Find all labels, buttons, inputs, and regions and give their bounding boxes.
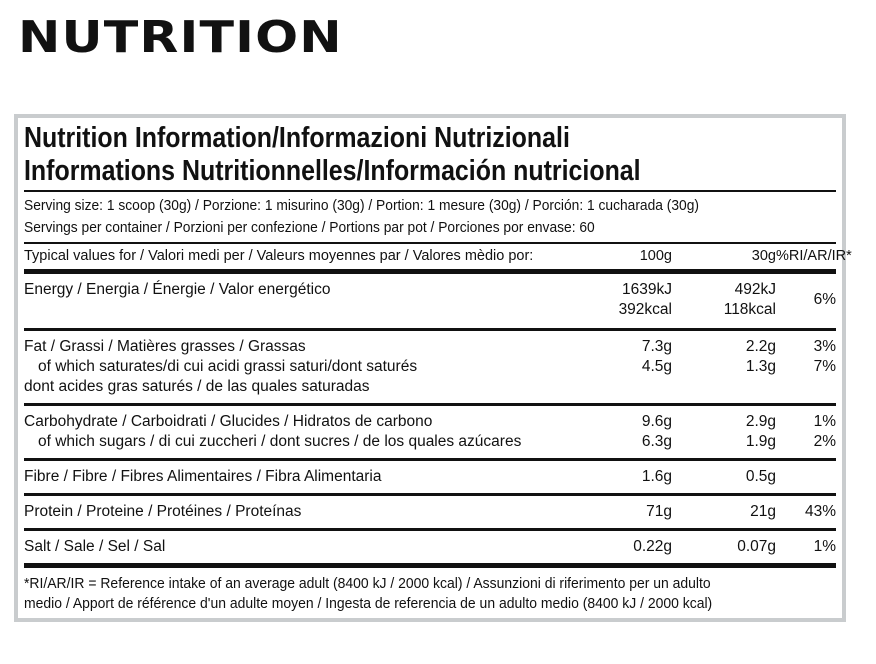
serving-info [24,195,836,239]
nutrition-panel-inner [24,122,852,614]
saturates-label-2: dont acides gras saturés / de las quales saturadas [24,378,370,395]
panel-title-line-2: Informations Nutritionnelles/Información nutricional [24,155,641,187]
carbohydrate-30g: 2.9g [745,413,776,430]
nutrition-panel [14,114,852,622]
table-row-sugars [24,432,836,452]
carbohydrate-label: Carbohydrate / Carboidrati / Glucides / Hidratos de carbono [24,413,433,430]
serving-size: Serving size: 1 scoop (30g) / Porzione: 1 misurino (30g) / Portion: 1 mesure (30g) / Porción: 1 cucharada (30g) [24,197,700,214]
header-30g: 30g [751,248,776,264]
salt-30g: 0.07g [737,538,776,555]
protein-label: Protein / Proteine / Protéines / Proteínas [24,503,302,520]
energy-30g [672,280,776,320]
energy-30g-kj: 492kJ [734,281,776,298]
energy-100g [590,280,672,320]
protein-ri: 43% [804,503,836,520]
saturates-100g: 4.5g [641,358,672,375]
panel-title [24,122,841,188]
header-ri: %RI/AR/IR* [776,248,852,264]
carbohydrate-ri: 1% [813,413,836,430]
table-row-fat [24,337,836,357]
energy-100g-kj: 1639kJ [622,281,672,298]
salt-label: Salt / Sale / Sel / Sal [24,538,166,555]
protein-30g: 21g [750,503,776,520]
table-section-carbs [24,406,836,458]
sugars-label: of which sugars / di cui zuccheri / dont sucres / de los quales azúcares [38,433,522,450]
sugars-ri: 2% [813,433,836,450]
table-row-energy [24,274,836,328]
fat-30g: 2.2g [745,338,776,355]
header-100g: 100g [639,248,672,264]
page-heading: NUTRITION [18,12,343,63]
saturates-ri: 7% [813,358,836,375]
fibre-30g: 0.5g [745,468,776,485]
salt-ri: 1% [813,538,836,555]
table-row-carbohydrate [24,412,836,432]
energy-30g-kcal: 118kcal [723,301,776,318]
energy-label: Energy / Energia / Énergie / Valor energético [24,281,331,298]
table-header [24,244,852,269]
table-row-fibre [24,461,836,493]
fat-ri: 3% [813,338,836,355]
fibre-label: Fibre / Fibre / Fibres Alimentaires / Fibra Alimentaria [24,468,382,485]
panel-title-line-1: Nutrition Information/Informazioni Nutrizionali [24,122,570,154]
fibre-100g: 1.6g [641,468,672,485]
servings-per-container: Servings per container / Porzioni per confezione / Portions par pot / Porciones por envase: 60 [24,219,595,236]
table-row-saturates [24,357,836,377]
table-row-saturates-cont [24,377,836,397]
energy-ri: 6% [813,291,836,308]
energy-100g-kcal: 392kcal [618,301,672,318]
saturates-label-1: of which saturates/di cui acidi grassi saturi/dont saturés [38,358,418,375]
table-row-protein [24,496,836,528]
footnote-line-1: *RI/AR/IR = Reference intake of an average adult (8400 kJ / 2000 kcal) / Assunzioni di riferimento per un adulto [24,575,711,592]
divider-thick [24,563,836,568]
fat-label: Fat / Grassi / Matières grasses / Grassas [24,338,306,355]
header-label: Typical values for / Valori medi per / Valeurs moyennes par / Valores mèdio por: [24,248,534,264]
footnote-line-2: medio / Apport de référence d'un adulte moyen / Ingesta de referencia de un adulto medio (8400 kJ / 2000 kcal) [24,595,713,612]
footnote [24,574,836,614]
saturates-30g: 1.3g [745,358,776,375]
table-section-fat [24,331,836,403]
carbohydrate-100g: 9.6g [641,413,672,430]
protein-100g: 71g [646,503,672,520]
sugars-30g: 1.9g [745,433,776,450]
divider [24,190,836,192]
sugars-100g: 6.3g [641,433,672,450]
fibre-ri [776,467,836,487]
table-row-salt [24,531,836,563]
salt-100g: 0.22g [633,538,672,555]
fat-100g: 7.3g [641,338,672,355]
